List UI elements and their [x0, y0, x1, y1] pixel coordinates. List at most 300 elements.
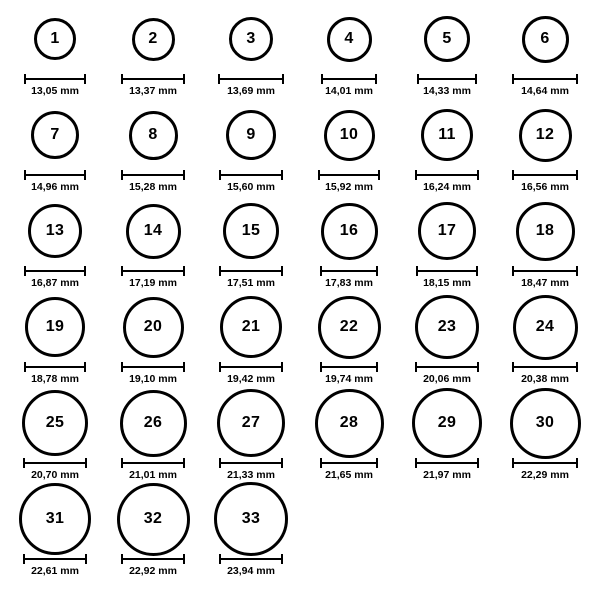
ring-diameter-label: 21,65 mm — [325, 469, 373, 481]
ring-circle-wrap — [123, 296, 184, 358]
measure-tick-right — [84, 170, 86, 180]
measure-bar — [320, 458, 378, 467]
ring-circle-wrap — [217, 392, 285, 454]
measure-line — [23, 558, 87, 560]
ring-diameter-label: 23,94 mm — [227, 565, 275, 577]
ring-circle — [412, 388, 482, 458]
ring-size-label: 16 — [339, 222, 359, 239]
ring-size-label: 1 — [50, 30, 60, 47]
measure-line — [415, 366, 479, 368]
ring-circle — [321, 203, 378, 260]
ring-size-cell[interactable] — [7, 488, 103, 577]
measure-tick-right — [281, 458, 283, 468]
ring-diameter-label: 17,19 mm — [129, 277, 177, 289]
ring-size-label: 29 — [437, 414, 457, 431]
ring-circle-wrap — [415, 296, 479, 358]
ring-size-cell[interactable] — [497, 392, 593, 481]
ring-row — [6, 392, 594, 488]
measure-tick-right — [281, 266, 283, 276]
ring-size-cell[interactable] — [399, 104, 495, 193]
measure-tick-left — [416, 266, 418, 276]
measure-tick-left — [121, 170, 123, 180]
measure-bar — [23, 458, 87, 467]
ring-size-cell[interactable] — [301, 8, 397, 97]
ring-size-cell[interactable] — [301, 392, 397, 481]
ring-diameter-label: 13,05 mm — [31, 85, 79, 97]
ring-size-label: 17 — [437, 222, 457, 239]
ring-size-label: 10 — [339, 126, 359, 143]
measure-bar — [219, 362, 283, 371]
measure-bar — [121, 74, 185, 83]
ring-diameter-label: 18,15 mm — [423, 277, 471, 289]
measure-tick-left — [23, 554, 25, 564]
measure-line — [512, 174, 578, 176]
measure-tick-right — [183, 170, 185, 180]
measure-bar — [512, 266, 578, 275]
ring-size-cell[interactable] — [497, 296, 593, 385]
measure-line — [219, 174, 283, 176]
ring-circle — [34, 18, 76, 60]
ring-size-cell[interactable] — [203, 296, 299, 385]
ring-circle-wrap — [516, 200, 575, 262]
ring-size-label: 25 — [45, 414, 65, 431]
ring-size-cell[interactable] — [203, 488, 299, 577]
ring-diameter-label: 22,61 mm — [31, 565, 79, 577]
ring-size-cell[interactable] — [203, 392, 299, 481]
measure-line — [320, 462, 378, 464]
ring-circle — [522, 16, 569, 63]
measure-line — [415, 174, 479, 176]
ring-size-cell[interactable] — [497, 200, 593, 289]
ring-circle-wrap — [126, 200, 181, 262]
ring-diameter-label: 22,29 mm — [521, 469, 569, 481]
measure-tick-right — [378, 170, 380, 180]
ring-diameter-label: 16,56 mm — [521, 181, 569, 193]
measure-tick-left — [318, 170, 320, 180]
ring-size-label: 20 — [143, 318, 163, 335]
measure-line — [24, 78, 86, 80]
ring-diameter-label: 16,87 mm — [31, 277, 79, 289]
ring-row — [6, 104, 594, 200]
measure-line — [417, 78, 477, 80]
measure-tick-right — [375, 74, 377, 84]
ring-size-cell[interactable] — [399, 392, 495, 481]
ring-size-cell[interactable] — [399, 200, 495, 289]
measure-tick-left — [415, 362, 417, 372]
ring-diameter-label: 21,01 mm — [129, 469, 177, 481]
ring-diameter-label: 20,38 mm — [521, 373, 569, 385]
ring-size-cell[interactable] — [203, 104, 299, 193]
measure-tick-left — [24, 170, 26, 180]
ring-circle-wrap — [327, 8, 372, 70]
ring-circle-wrap — [223, 200, 279, 262]
measure-bar — [24, 362, 86, 371]
measure-line — [121, 462, 185, 464]
ring-size-label: 24 — [535, 318, 555, 335]
measure-tick-left — [512, 362, 514, 372]
measure-line — [24, 270, 86, 272]
measure-bar — [318, 170, 380, 179]
ring-circle — [324, 110, 375, 161]
ring-size-label: 2 — [148, 30, 158, 47]
measure-bar — [219, 266, 283, 275]
ring-circle — [220, 296, 282, 358]
measure-tick-right — [576, 362, 578, 372]
ring-diameter-label: 19,74 mm — [325, 373, 373, 385]
ring-size-cell[interactable] — [105, 104, 201, 193]
measure-bar — [24, 266, 86, 275]
measure-tick-right — [576, 458, 578, 468]
ring-size-label: 12 — [535, 126, 555, 143]
ring-circle-wrap — [19, 488, 91, 550]
measure-tick-right — [85, 458, 87, 468]
measure-tick-right — [183, 362, 185, 372]
ring-size-cell[interactable] — [203, 8, 299, 97]
ring-size-label: 18 — [535, 222, 555, 239]
measure-line — [318, 174, 380, 176]
ring-size-cell[interactable] — [497, 8, 593, 97]
measure-line — [121, 270, 185, 272]
measure-line — [121, 366, 185, 368]
measure-tick-right — [376, 362, 378, 372]
ring-size-cell[interactable] — [399, 8, 495, 97]
measure-line — [416, 270, 478, 272]
measure-bar — [512, 458, 578, 467]
measure-tick-right — [183, 554, 185, 564]
measure-line — [320, 366, 378, 368]
ring-circle — [415, 295, 479, 359]
measure-tick-right — [281, 170, 283, 180]
ring-diameter-label: 14,01 mm — [325, 85, 373, 97]
ring-size-cell[interactable] — [301, 200, 397, 289]
ring-circle-wrap — [229, 8, 273, 70]
measure-line — [219, 366, 283, 368]
measure-line — [320, 270, 378, 272]
ring-size-cell[interactable] — [7, 392, 103, 481]
ring-size-label: 8 — [148, 126, 158, 143]
measure-bar — [512, 170, 578, 179]
measure-tick-left — [512, 170, 514, 180]
measure-tick-left — [320, 458, 322, 468]
ring-circle — [315, 389, 384, 458]
measure-line — [23, 462, 87, 464]
ring-circle-wrap — [120, 392, 187, 454]
ring-diameter-label: 19,10 mm — [129, 373, 177, 385]
measure-tick-right — [281, 362, 283, 372]
measure-bar — [219, 458, 283, 467]
ring-circle — [129, 111, 178, 160]
measure-bar — [415, 170, 479, 179]
ring-size-label: 7 — [50, 126, 60, 143]
measure-line — [512, 270, 578, 272]
measure-tick-left — [121, 74, 123, 84]
ring-circle-wrap — [117, 488, 190, 550]
measure-tick-right — [576, 266, 578, 276]
ring-size-cell[interactable] — [7, 104, 103, 193]
ring-diameter-label: 22,92 mm — [129, 565, 177, 577]
ring-size-label: 11 — [438, 126, 456, 143]
measure-tick-left — [24, 266, 26, 276]
measure-line — [512, 366, 578, 368]
ring-circle — [28, 204, 82, 258]
measure-tick-left — [219, 458, 221, 468]
ring-circle-wrap — [321, 200, 378, 262]
measure-bar — [121, 458, 185, 467]
ring-circle — [25, 297, 85, 357]
ring-row — [6, 200, 594, 296]
ring-diameter-label: 17,83 mm — [325, 277, 373, 289]
measure-bar — [320, 362, 378, 371]
ring-size-label: 5 — [442, 30, 452, 47]
ring-diameter-label: 20,06 mm — [423, 373, 471, 385]
ring-size-cell[interactable] — [7, 8, 103, 97]
ring-size-label: 4 — [344, 30, 354, 47]
ring-diameter-label: 16,24 mm — [423, 181, 471, 193]
measure-line — [219, 558, 283, 560]
ring-row — [6, 296, 594, 392]
measure-tick-right — [576, 170, 578, 180]
measure-bar — [121, 362, 185, 371]
ring-diameter-label: 18,47 mm — [521, 277, 569, 289]
ring-diameter-label: 14,96 mm — [31, 181, 79, 193]
ring-diameter-label: 14,33 mm — [423, 85, 471, 97]
ring-size-cell[interactable] — [105, 200, 201, 289]
ring-circle-wrap — [418, 200, 476, 262]
ring-diameter-label: 15,60 mm — [227, 181, 275, 193]
measure-bar — [121, 170, 185, 179]
ring-circle — [327, 17, 372, 62]
measure-tick-right — [475, 74, 477, 84]
ring-circle — [318, 296, 381, 359]
ring-size-cell[interactable] — [497, 104, 593, 193]
ring-size-label: 32 — [143, 510, 163, 527]
measure-tick-left — [121, 458, 123, 468]
ring-circle — [19, 483, 91, 555]
ring-circle — [418, 202, 476, 260]
ring-row — [6, 8, 594, 104]
ring-circle-wrap — [519, 104, 572, 166]
ring-size-cell[interactable] — [105, 8, 201, 97]
measure-tick-left — [219, 554, 221, 564]
ring-size-label: 15 — [241, 222, 261, 239]
ring-circle-wrap — [522, 8, 569, 70]
ring-size-label: 23 — [437, 318, 457, 335]
ring-size-label: 27 — [241, 414, 261, 431]
measure-line — [121, 558, 185, 560]
measure-tick-right — [576, 74, 578, 84]
measure-bar — [121, 266, 185, 275]
ring-circle-wrap — [318, 296, 381, 358]
ring-size-cell[interactable] — [399, 296, 495, 385]
ring-circle — [519, 109, 572, 162]
ring-circle — [31, 111, 79, 159]
ring-circle-wrap — [22, 392, 88, 454]
ring-size-label: 21 — [241, 318, 261, 335]
ring-size-cell[interactable] — [105, 392, 201, 481]
ring-size-cell[interactable] — [7, 296, 103, 385]
ring-size-label: 9 — [246, 126, 256, 143]
ring-circle-wrap — [28, 200, 82, 262]
measure-bar — [121, 554, 185, 563]
measure-tick-right — [476, 266, 478, 276]
ring-size-label: 33 — [241, 510, 261, 527]
measure-tick-right — [477, 458, 479, 468]
measure-tick-right — [183, 266, 185, 276]
measure-bar — [417, 74, 477, 83]
measure-tick-right — [84, 362, 86, 372]
measure-tick-left — [121, 554, 123, 564]
ring-diameter-label: 15,92 mm — [325, 181, 373, 193]
measure-line — [24, 366, 86, 368]
ring-circle-wrap — [513, 296, 578, 358]
measure-tick-right — [376, 458, 378, 468]
ring-circle-wrap — [214, 488, 288, 550]
measure-tick-left — [320, 362, 322, 372]
measure-tick-left — [24, 362, 26, 372]
measure-bar — [219, 554, 283, 563]
ring-circle-wrap — [424, 8, 470, 70]
measure-line — [219, 462, 283, 464]
ring-diameter-label: 14,64 mm — [521, 85, 569, 97]
ring-circle — [217, 389, 285, 457]
measure-tick-right — [281, 554, 283, 564]
measure-bar — [416, 266, 478, 275]
ring-circle — [226, 110, 276, 160]
measure-tick-left — [219, 170, 221, 180]
ring-circle — [22, 390, 88, 456]
measure-line — [321, 78, 377, 80]
measure-line — [219, 270, 283, 272]
ring-circle — [229, 17, 273, 61]
ring-size-label: 3 — [246, 30, 256, 47]
ring-size-cell[interactable] — [301, 296, 397, 385]
measure-bar — [218, 74, 284, 83]
measure-bar — [321, 74, 377, 83]
measure-tick-left — [218, 74, 220, 84]
measure-bar — [23, 554, 87, 563]
ring-circle-wrap — [412, 392, 482, 454]
measure-bar — [24, 74, 86, 83]
measure-tick-left — [415, 170, 417, 180]
ring-size-cell[interactable] — [105, 488, 201, 577]
ring-circle-wrap — [31, 104, 79, 166]
ring-diameter-label: 15,28 mm — [129, 181, 177, 193]
ring-circle-wrap — [324, 104, 375, 166]
ring-circle-wrap — [226, 104, 276, 166]
measure-tick-right — [183, 458, 185, 468]
measure-line — [218, 78, 284, 80]
ring-size-label: 28 — [339, 414, 359, 431]
ring-diameter-label: 13,69 mm — [227, 85, 275, 97]
measure-tick-left — [321, 74, 323, 84]
ring-diameter-label: 20,70 mm — [31, 469, 79, 481]
measure-tick-left — [121, 362, 123, 372]
ring-diameter-label: 13,37 mm — [129, 85, 177, 97]
measure-tick-left — [417, 74, 419, 84]
measure-tick-left — [219, 266, 221, 276]
ring-circle — [424, 16, 470, 62]
measure-bar — [512, 362, 578, 371]
ring-circle — [513, 295, 578, 360]
ring-circle-wrap — [510, 392, 581, 454]
ring-diameter-label: 19,42 mm — [227, 373, 275, 385]
measure-tick-right — [84, 74, 86, 84]
ring-circle-wrap — [220, 296, 282, 358]
ring-circle — [117, 483, 190, 556]
measure-bar — [219, 170, 283, 179]
ring-circle-wrap — [34, 8, 76, 70]
measure-tick-left — [512, 458, 514, 468]
ring-size-label: 26 — [143, 414, 163, 431]
ring-size-cell[interactable] — [203, 200, 299, 289]
measure-tick-left — [512, 74, 514, 84]
ring-diameter-label: 21,97 mm — [423, 469, 471, 481]
measure-tick-left — [24, 74, 26, 84]
ring-size-label: 30 — [535, 414, 555, 431]
measure-tick-right — [477, 170, 479, 180]
ring-circle — [123, 297, 184, 358]
measure-line — [415, 462, 479, 464]
ring-circle-wrap — [132, 8, 175, 70]
measure-tick-left — [219, 362, 221, 372]
ring-circle — [126, 204, 181, 259]
measure-tick-left — [121, 266, 123, 276]
ring-circle — [516, 202, 575, 261]
ring-size-cell[interactable] — [7, 200, 103, 289]
ring-row — [6, 488, 594, 584]
measure-tick-right — [85, 554, 87, 564]
measure-tick-right — [376, 266, 378, 276]
ring-size-cell[interactable] — [105, 296, 201, 385]
measure-line — [24, 174, 86, 176]
ring-circle — [421, 109, 473, 161]
ring-size-label: 6 — [540, 30, 550, 47]
ring-circle-wrap — [25, 296, 85, 358]
measure-bar — [24, 170, 86, 179]
measure-line — [121, 174, 185, 176]
measure-tick-right — [477, 362, 479, 372]
ring-circle — [510, 388, 581, 459]
measure-line — [121, 78, 185, 80]
ring-diameter-label: 21,33 mm — [227, 469, 275, 481]
measure-tick-right — [84, 266, 86, 276]
measure-tick-right — [282, 74, 284, 84]
ring-diameter-label: 18,78 mm — [31, 373, 79, 385]
ring-size-cell[interactable] — [301, 104, 397, 193]
ring-size-label: 19 — [45, 318, 65, 335]
ring-size-label: 31 — [45, 510, 65, 527]
ring-size-label: 14 — [143, 222, 163, 239]
ring-size-label: 13 — [45, 222, 65, 239]
ring-circle-wrap — [315, 392, 384, 454]
ring-diameter-label: 17,51 mm — [227, 277, 275, 289]
measure-line — [512, 462, 578, 464]
measure-bar — [415, 362, 479, 371]
ring-circle — [132, 18, 175, 61]
ring-circle — [120, 390, 187, 457]
measure-bar — [415, 458, 479, 467]
measure-tick-right — [183, 74, 185, 84]
ring-size-label: 22 — [339, 318, 359, 335]
measure-line — [512, 78, 578, 80]
ring-circle-wrap — [129, 104, 178, 166]
ring-circle-wrap — [421, 104, 473, 166]
measure-tick-left — [320, 266, 322, 276]
ring-circle — [223, 203, 279, 259]
measure-tick-left — [415, 458, 417, 468]
measure-tick-left — [23, 458, 25, 468]
measure-bar — [320, 266, 378, 275]
